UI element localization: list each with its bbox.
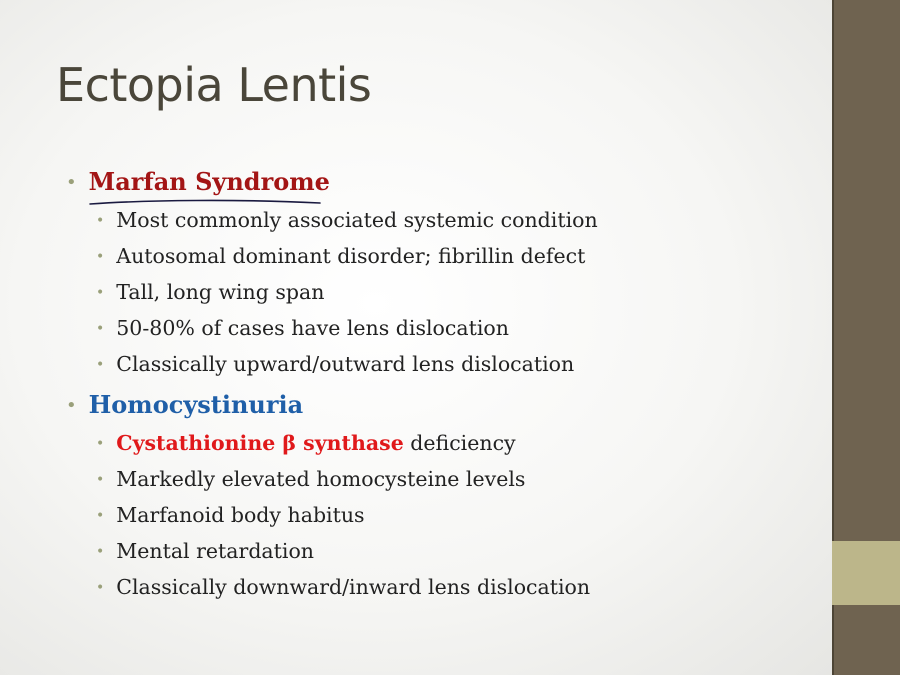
bullet-icon: • [96,357,105,373]
bullet-icon: • [96,544,105,560]
list-item: • Mental retardation [96,539,314,563]
section-heading-homocystinuria: • Homocystinuria [66,390,304,419]
highlighted-enzyme: Cystathionine β synthase [116,431,404,455]
bullet-icon: • [96,321,105,337]
bullet-icon: • [66,172,77,193]
list-item: • 50-80% of cases have lens dislocation [96,316,509,340]
list-item: • Marfanoid body habitus [96,503,365,527]
list-item: • Markedly elevated homocysteine levels [96,467,526,491]
bullet-icon: • [96,436,105,452]
bullet-icon: • [96,508,105,524]
bullet-icon: • [66,395,77,416]
section-heading-marfan: • Marfan Syndrome [66,167,330,196]
slide-title: Ectopia Lentis [56,58,372,112]
list-item: • Cystathionine β synthase deficiency [96,431,516,455]
list-item: • Classically upward/outward lens dislocation [96,352,575,376]
bullet-icon: • [96,249,105,265]
list-item: • Tall, long wing span [96,280,325,304]
decorative-side-accent [832,541,900,605]
bullet-icon: • [96,285,105,301]
bullet-icon: • [96,580,105,596]
list-item: • Most commonly associated systemic condition [96,208,598,232]
bullet-icon: • [96,472,105,488]
bullet-icon: • [96,213,105,229]
list-item: • Autosomal dominant disorder; fibrillin defect [96,244,586,268]
list-item: • Classically downward/inward lens dislocation [96,575,591,599]
